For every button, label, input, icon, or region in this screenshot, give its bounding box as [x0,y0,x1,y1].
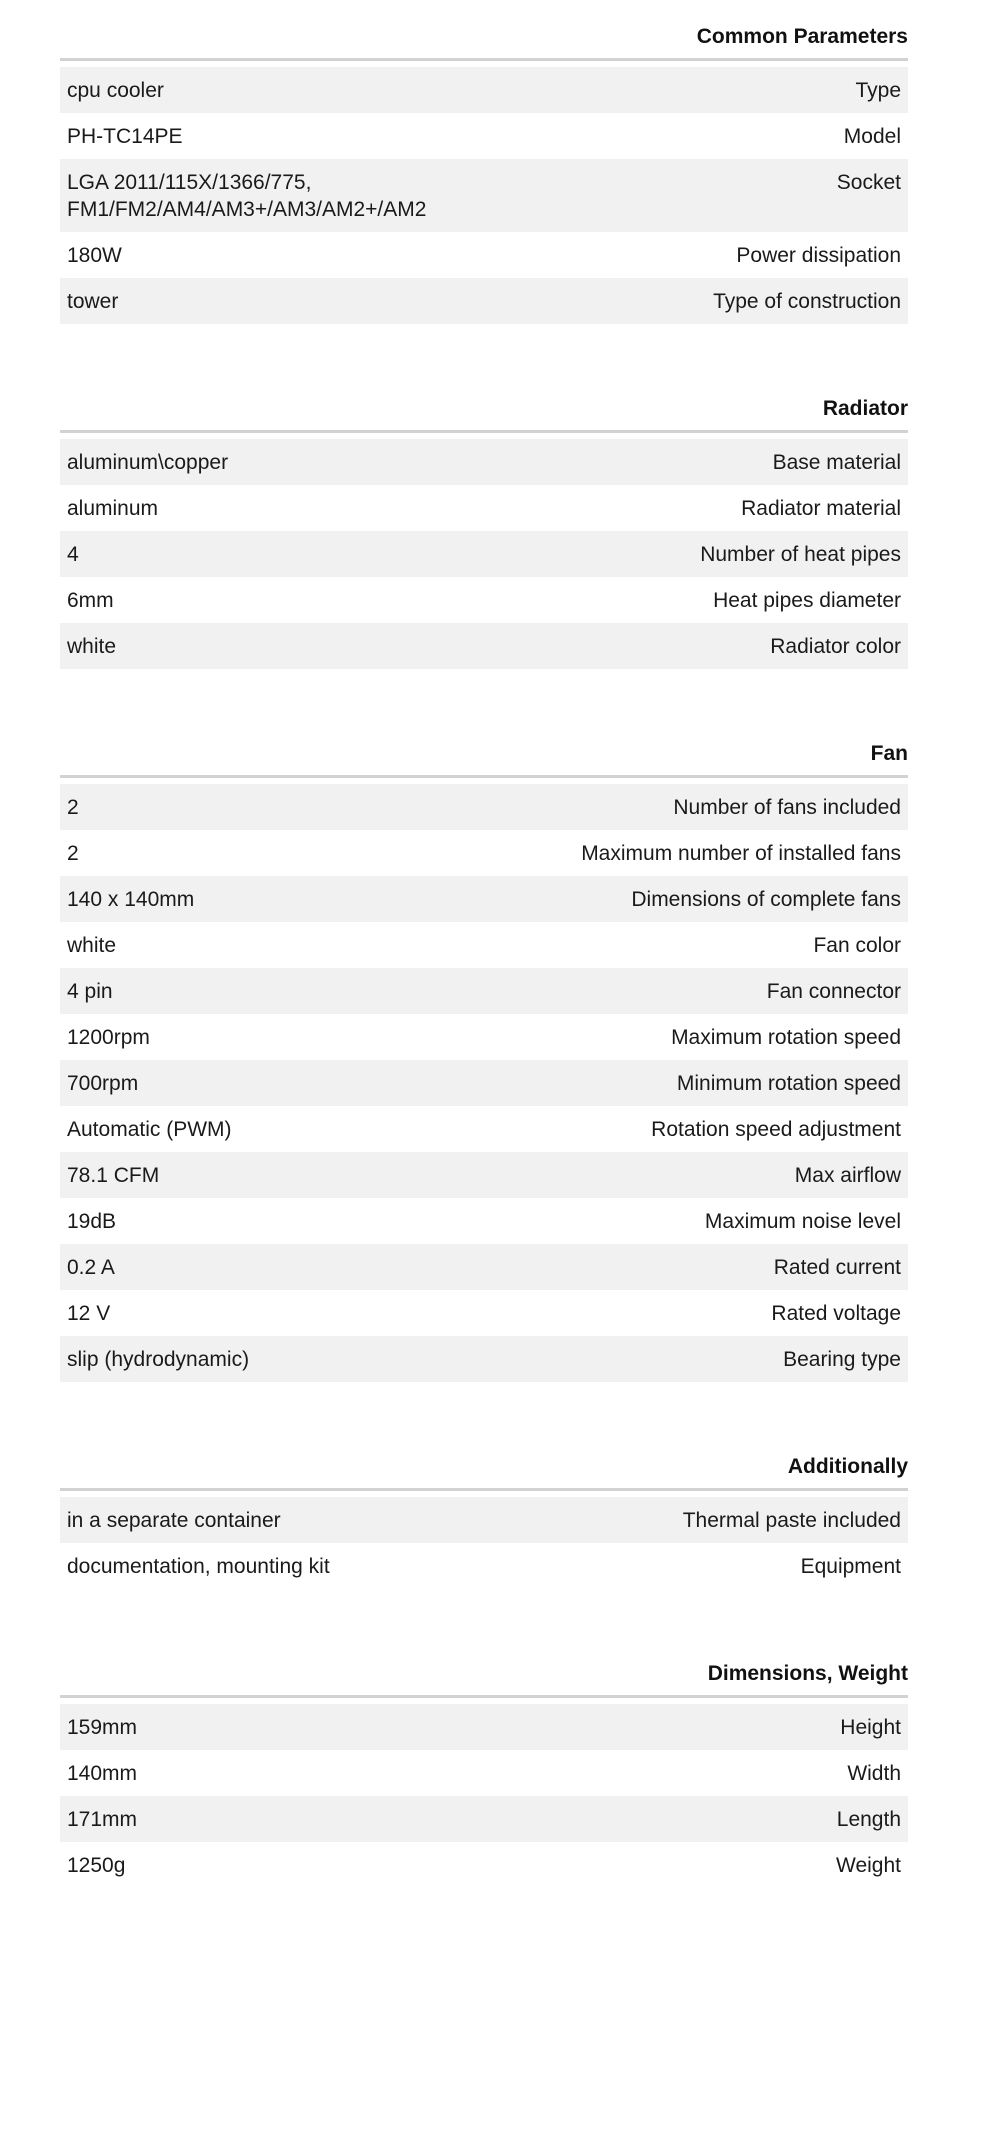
spec-section [60,22,908,324]
spec-section [60,1452,908,1589]
spec-row [60,1750,908,1796]
spec-label: Radiator material [741,497,901,520]
spec-value: 4 [67,543,79,566]
spec-value: 140mm [67,1762,138,1785]
spec-row [60,1290,908,1336]
spec-value: 1200rpm [67,1026,150,1049]
spec-value: 2 [67,796,79,819]
spec-label: Model [843,125,901,148]
spec-row [60,623,908,669]
spec-value: 1250g [67,1854,126,1877]
spec-rows [60,784,908,1382]
spec-row [60,278,908,324]
spec-value: cpu cooler [67,79,164,102]
spec-label: Heat pipes diameter [713,589,901,612]
spec-rows [60,1497,908,1589]
spec-label: Equipment [800,1555,901,1578]
spec-label: Bearing type [783,1348,901,1371]
spec-row [60,784,908,830]
spec-label: Max airflow [794,1164,901,1187]
spec-row [60,159,908,232]
section-title: Fan [60,739,908,778]
spec-value: aluminum\copper [67,451,229,474]
spec-row [60,1152,908,1198]
spec-row [60,1796,908,1842]
section-title: Radiator [60,394,908,433]
spec-value: PH-TC14PE [67,125,183,148]
spec-label: Thermal paste included [682,1509,901,1532]
section-title: Additionally [60,1452,908,1491]
spec-row [60,232,908,278]
spec-label: Number of fans included [673,796,901,819]
spec-value: 19dB [67,1210,117,1233]
spec-value: 78.1 CFM [67,1164,160,1187]
spec-row [60,1244,908,1290]
spec-row [60,485,908,531]
spec-row [60,1543,908,1589]
spec-row [60,1842,908,1888]
spec-value: 180W [67,244,122,267]
spec-label: Height [840,1716,901,1739]
spec-label: Weight [836,1854,901,1877]
spec-row [60,922,908,968]
spec-row [60,1336,908,1382]
spec-label: Rated voltage [771,1302,901,1325]
spec-row [60,1060,908,1106]
spec-label: Maximum rotation speed [671,1026,901,1049]
spec-label: Type [855,79,901,102]
spec-value: in a separate container [67,1509,281,1532]
spec-row [60,1106,908,1152]
spec-row [60,830,908,876]
spec-value: aluminum [67,497,159,520]
spec-label: Radiator color [770,635,901,658]
spec-value: white [67,934,117,957]
spec-label: Fan color [813,934,901,957]
spec-label: Socket [836,171,901,194]
spec-value: 171mm [67,1808,138,1831]
spec-value: 140 x 140mm [67,888,195,911]
spec-label: Number of heat pipes [700,543,901,566]
spec-label: Base material [772,451,901,474]
spec-section [60,1659,908,1888]
spec-label: Power dissipation [736,244,901,267]
spec-value: documentation, mounting kit [67,1555,330,1578]
spec-value: 4 pin [67,980,113,1003]
spec-value: 2 [67,842,79,865]
spec-value: 12 V [67,1302,111,1325]
spec-section [60,394,908,669]
specifications-table [60,22,908,1958]
spec-row [60,439,908,485]
spec-section [60,739,908,1382]
spec-label: Rotation speed adjustment [651,1118,901,1141]
spec-label: Maximum noise level [704,1210,901,1233]
spec-rows [60,1704,908,1888]
section-title: Common Parameters [60,22,908,61]
spec-value: 0.2 A [67,1256,115,1279]
spec-label: Minimum rotation speed [676,1072,901,1095]
spec-label: Dimensions of complete fans [631,888,901,911]
spec-row [60,531,908,577]
spec-row [60,1014,908,1060]
spec-value: white [67,635,117,658]
spec-rows [60,67,908,324]
spec-label: Fan connector [766,980,901,1003]
spec-label: Length [836,1808,901,1831]
spec-row [60,1704,908,1750]
spec-value: 6mm [67,589,114,612]
spec-value: 700rpm [67,1072,139,1095]
spec-row [60,1497,908,1543]
spec-value: slip (hydrodynamic) [67,1348,250,1371]
spec-row [60,968,908,1014]
spec-row [60,67,908,113]
spec-value: 159mm [67,1716,138,1739]
spec-row [60,876,908,922]
spec-label: Rated current [773,1256,901,1279]
spec-row [60,1198,908,1244]
spec-row [60,577,908,623]
spec-label: Width [847,1762,901,1785]
spec-value: LGA 2011/115X/1366/775, FM1/FM2/AM4/AM3+/AM3/AM2+/AM2 [67,171,427,221]
spec-rows [60,439,908,669]
spec-value: Automatic (PWM) [67,1118,232,1141]
spec-label: Type of construction [713,290,901,313]
spec-value: tower [67,290,119,313]
spec-label: Maximum number of installed fans [581,842,901,865]
spec-row [60,113,908,159]
section-title: Dimensions, Weight [60,1659,908,1698]
